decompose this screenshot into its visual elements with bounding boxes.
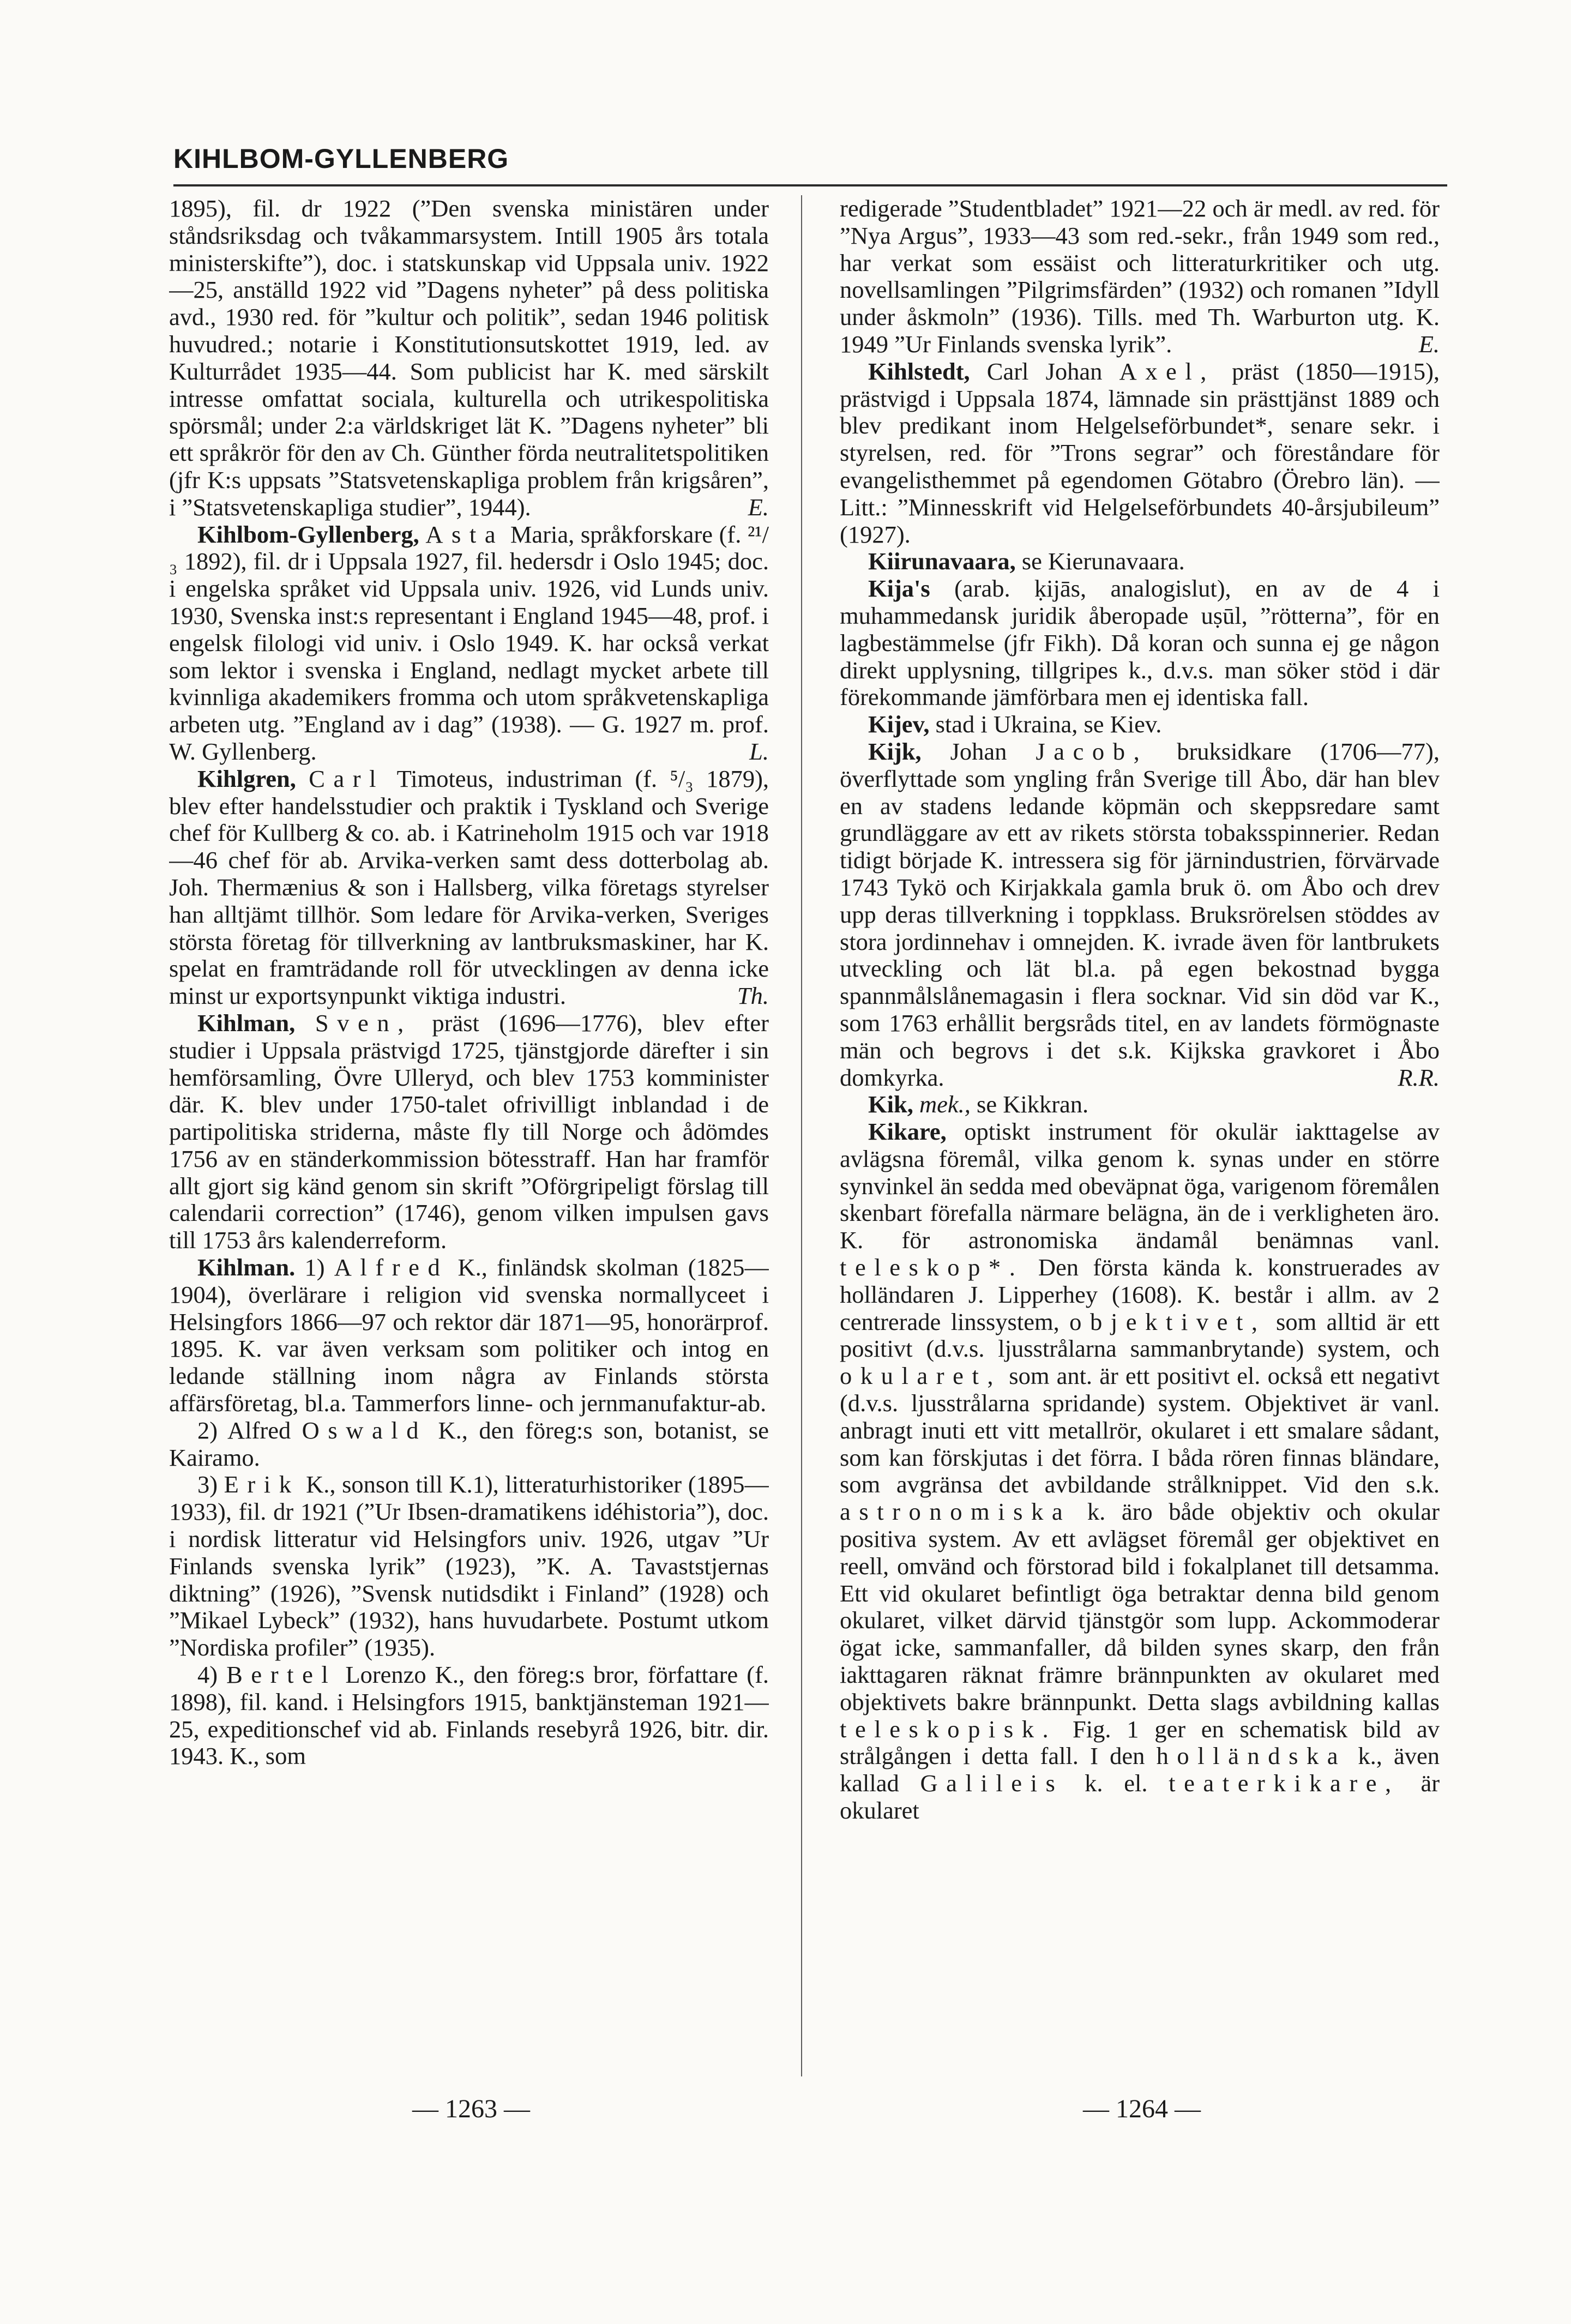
sub-entry: 3) Erik K., sonson till K.1), litteraturhistoriker (1895—1933), fil. dr 1921 (”Ur Ibsen-dramatikens idéhistoria”), doc. i nordisk litteratur vid Helsingfors univ. 1926, utgav ”Ur Finlands svenska lyrik” (1923), ”K. A. Tavaststjernas diktning” (1926), ”Svensk nutidsdikt i Finland” (1928) och ”Mikael Lybeck” (1932), hans huvudarbete. Postumt utkom ”Nordiska profiler” (1935). bbox=[169, 1471, 769, 1661]
column-divider bbox=[801, 195, 802, 2076]
author-signature: E. bbox=[1418, 330, 1440, 358]
entry-kihlgren: Kihlgren, Carl Timoteus, industriman (f. ⁵/₃ 1879), blev efter handelsstudier och praktik i Tyskland och Sverige chef för Kullberg & co. ab. i Katrineholm 1915 och var 1918—46 chef för ab. Arvika-verken samt dess dotterbolag ab. Joh. Thermænius & son i Hallsberg, vilka företags styrelser han alltjämt tillhör. Som ledare för Arvika-verken, Sveriges största företag för tillverkning av lantbruksmaskiner, har K. spelat en framträdande roll för utvecklingen av denna icke minst ur exportsynpunkt viktiga industri. Th. bbox=[169, 764, 769, 1010]
author-signature: R.R. bbox=[1398, 1063, 1440, 1091]
entry-continuation: 1895), fil. dr 1922 (”Den svenska ministären under ståndsriksdag och tvåkammarsystem. Intill 1905 års totala ministerskifte”), doc. i statskunskap vid Uppsala univ. 1922—25, anställd 1922 vid ”Dagens nyheter” på dess politiska avd., 1930 red. för ”kultur och politik”, sedan 1946 politisk huvudred.; notarie i Konstitutionsutskottet 1919, led. av Kulturrådet 1935—44. Som publicist har K. med särskilt intresse omfattat sociala, kulturella och utrikespolitiska spörsmål; under 2:a världskriget lät K. ”Dagens nyheter” bli ett språkrör för den av Ch. Günther förda neutralitetspolitiken (jfr K:s uppsats ”Statsvetenskapliga problem från krigsåren”, i ”Statsvetenskapliga studier”, 1944). E. bbox=[169, 195, 769, 521]
headword: Kijev, bbox=[868, 711, 930, 738]
sub-entry: 2) Alfred Oswald K., den föreg:s son, botanist, se Kairamo. bbox=[169, 1416, 769, 1471]
entry-continuation: redigerade ”Studentbladet” 1921—22 och är medl. av red. för ”Nya Argus”, 1933—43 som red.-sekr., från 1949 som red., har verkat som essäist och litteraturkritiker och utg. novellsamlingen ”Pilgrimsfärden” (1932) och romanen ”Idyll under åskmoln” (1936). Tills. med Th. Warburton utg. K. 1949 ”Ur Finlands svenska lyrik”. E. bbox=[840, 195, 1440, 358]
header-rule bbox=[173, 184, 1447, 186]
headword: Kija's bbox=[868, 575, 930, 603]
page-number-left: — 1263 — bbox=[412, 2094, 530, 2123]
author-signature: E. bbox=[748, 493, 769, 521]
entry-kihlman: Kihlman. 1) Alfred K., finländsk skolman (1825—1904), överlärare i religion vid svenska normallyceet i Helsingfors 1866—97 och rektor där 1871—95, honorärprof. 1895. K. var även verksam som politiker och intog en ledande ställning inom några av Finlands största affärsföretag, bl.a. Tammerfors linne- och jernmanufaktur-ab. bbox=[169, 1254, 769, 1417]
headword: Kihlman, bbox=[197, 1009, 296, 1037]
entry-kijk: Kijk, Johan Jacob, bruksidkare (1706—77), överflyttade som yngling från Sverige till Åbo, där han blev en av stadens ledande köpmän och skeppsredare samt grundläggare av ett av rikets största tobaksspinnerier. Redan tidigt började K. intressera sig för järnindustrien, förvärvade 1743 Tykö och Kirjakkala gamla bruk ö. om Åbo och drev upp deras tillverkning i toppklass. Bruksrörelsen stöddes av stora jordinnehav i omnejden. K. ivrade även för lantbrukets utveckling och lät bl.a. på egen bekostnad bygga spannmålslånemagasin i flera socknar. Vid sin död var K., som 1763 erhållit bergsråds titel, en av landets förmögnaste män och begrovs i det s.k. Kijkska gravkoret i Åbo domkyrka. R.R. bbox=[840, 737, 1440, 1091]
headword: Kihlman. bbox=[197, 1254, 296, 1281]
entry-kihlman-sven: Kihlman, Sven, präst (1696—1776), blev efter studier i Uppsala prästvigd 1725, tjänstgjorde därefter i sin hemförsamling, Övre Ulleryd, och blev 1753 komminister där. K. blev under 1750-talet ofrivilligt inblandad i de partipolitiska striderna, måste fly till Norge och ådömdes 1756 av en ständerkommission bötesstraff. Han har framför allt gjort sig känd genom sin skrift ”Oförgripeligt förslag till calendarii correction” (1746), genom vilken impulsen gavs till 1753 års kalenderreform. bbox=[169, 1009, 769, 1254]
entry-kiirunavaara: Kiirunavaara, se Kierunavaara. bbox=[868, 547, 1185, 575]
author-signature: Th. bbox=[737, 982, 769, 1010]
entry-kik: Kik, mek., se Kikkran. bbox=[868, 1091, 1089, 1118]
headword: Kijk, bbox=[868, 737, 922, 765]
headword: Kiirunavaara, bbox=[868, 547, 1016, 575]
entry-kijev: Kijev, stad i Ukraina, se Kiev. bbox=[868, 711, 1162, 738]
right-column bbox=[840, 195, 1440, 2071]
headword: Kik, bbox=[868, 1091, 913, 1118]
left-column bbox=[169, 195, 769, 2071]
running-header: KIHLBOM-GYLLENBERG bbox=[173, 143, 509, 174]
entry-kihlstedt: Kihlstedt, Carl Johan Axel, präst (1850—1915), prästvigd i Uppsala 1874, lämnade sin prästtjänst 1889 och blev predikant inom Helgelseförbundet*, senare sekr. i styrelsen, red. för ”Trons segrar” och föreståndare för evangelisthemmet på egendomen Götabro (Örebro län). — Litt.: ”Minnesskrift vid Helgelseförbundets 40-årsjubileum” (1927). bbox=[840, 357, 1440, 548]
headword: Kihlbom-Gyllenberg, bbox=[197, 520, 419, 548]
page-number-right: — 1264 — bbox=[1083, 2094, 1201, 2123]
headword: Kikare, bbox=[868, 1118, 947, 1146]
entry-kijas: Kija's (arab. ḳijās, analogislut), en av de 4 i muhammedansk juridik åberopade uṣūl, ”rötterna”, för en lagbestämmelse (jfr Fikh). Då koran och sunna ej ge någon direkt upplysning, tillgripes k., d.v.s. man söker stöd i där förekommande jämförbara men ej identiska fall. bbox=[840, 575, 1440, 711]
author-signature: L. bbox=[749, 737, 769, 765]
entry-kihlbom-gyllenberg: Kihlbom-Gyllenberg, Asta Maria, språkforskare (f. ²¹/₃ 1892), fil. dr i Uppsala 1927, fil. hedersdr i Oslo 1945; doc. i engelska språket vid Uppsala univ. 1926, vid Lunds univ. 1930, Svenska inst:s representant i England 1945—48, prof. i engelsk filologi vid univ. i Oslo 1949. K. har också verkat som lektor i svenska i England, nedlagt mycket arbete till kvinnliga akademikers fromma och utom språkvetenskapliga arbeten utg. ”England av i dag” (1938). — G. 1927 m. prof. W. Gyllenberg. L. bbox=[169, 520, 769, 765]
headword: Kihlgren, bbox=[197, 764, 296, 792]
headword: Kihlstedt, bbox=[868, 357, 970, 385]
entry-kikare: Kikare, optiskt instrument för okulär iakttagelse av avlägsna föremål, vilka genom k. synas under en större synvinkel än sedda med obeväpnat öga, varigenom föremålen skenbart förefalla närmare belägna, än de i verkligheten äro. K. för astronomiska ändamål benämnas vanl. teleskop*. Den första kända k. konstruerades av holländaren J. Lipperhey (1608). K. består i allm. av 2 centrerade linssystem, objektivet, som alltid är ett positivt (d.v.s. ljusstrålarna sammanbrytande) system, och okularet, som ant. är ett positivt el. också ett negativt (d.v.s. ljusstrålarna spridande) system. Objektivet är vanl. anbragt inuti ett vitt metallrör, okularet i ett smalare sådant, som kan förskjutas i det förra. I båda rören finnas bländare, som avgränsa det avbildande strålknippet. Vid den s.k. astronomiska k. äro både objektiv och okular positiva system. Av ett avlägset föremål ger objektivet en reell, omvänd och förstorad bild i fokalplanet till detsamma. Ett vid okularet befintligt öga betraktar denna bild genom okularet, vilket därvid tjänstgör som lupp. Ackommoderar ögat icke, sammanfaller, då bilden synes skarp, den från iakttagaren räknat främre brännpunkten av okularet med objektivets bakre brännpunkt. Detta slags avbildning kallas teleskopisk. Fig. 1 ger en schematisk bild av strålgången i detta fall. I den holländska k., även kallad Galileis k. el. teaterkikare, är okularet bbox=[840, 1118, 1440, 1825]
sub-entry: 4) Bertel Lorenzo K., den föreg:s bror, författare (f. 1898), fil. kand. i Helsingfors 1915, banktjänsteman 1921—25, expeditionschef vid ab. Finlands resebyrå 1926, bitr. dir. 1943. K., som bbox=[169, 1661, 769, 1770]
